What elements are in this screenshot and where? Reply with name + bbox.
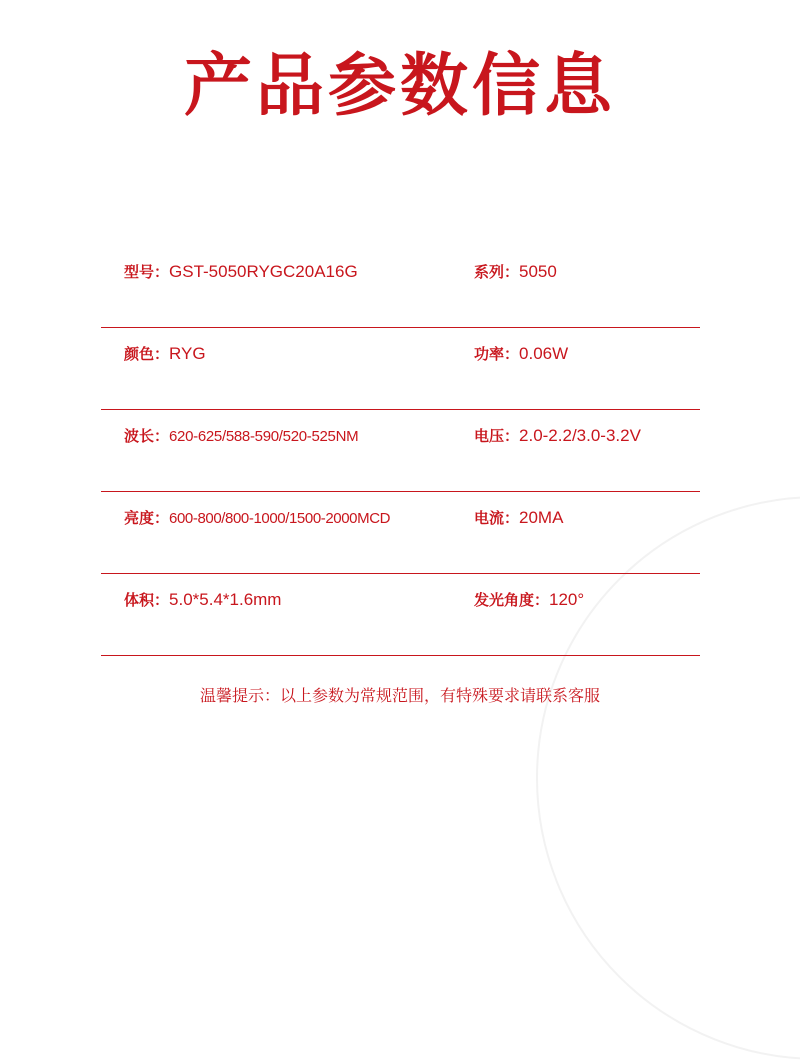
param-row [101,574,700,656]
param-value: 2.0-2.2/3.0-3.2V [519,426,641,445]
param-label: 体积： [124,591,170,609]
page-title: 产品参数信息 [183,47,616,126]
param-model [124,260,358,284]
param-label: 颜色： [124,345,170,363]
param-size [124,588,281,612]
param-value: 600-800/800-1000/1500-2000MCD [169,510,391,527]
param-voltage [474,424,641,448]
param-value: 20MA [519,508,564,527]
param-row [101,492,700,574]
param-power [474,342,568,366]
param-label: 电压： [474,427,520,445]
param-value: 620-625/588-590/520-525NM [169,428,359,445]
param-row [101,246,700,328]
param-label: 型号： [124,263,170,281]
param-value: 5050 [519,262,557,281]
param-row [101,410,700,492]
param-value: GST-5050RYGC20A16G [169,262,358,281]
param-label: 亮度： [124,509,170,527]
param-wavelength [124,424,358,449]
params-table [101,246,700,656]
param-value: 120° [549,590,585,609]
param-label: 波长： [124,427,170,445]
param-value: 5.0*5.4*1.6mm [169,590,282,609]
param-current [474,506,563,530]
param-label: 功率： [474,345,520,363]
param-brightness [124,506,390,531]
param-series [474,260,557,284]
param-value: RYG [169,344,206,363]
footer-note: 温馨提示：以上参数为常规范围，有特殊要求请联系客服 [199,686,600,705]
param-color [124,342,206,366]
param-label: 发光角度： [474,591,550,609]
param-label: 系列： [474,263,520,281]
param-label: 电流： [474,509,520,527]
param-value: 0.06W [519,344,569,363]
param-row [101,328,700,410]
param-beam-angle [474,588,584,612]
